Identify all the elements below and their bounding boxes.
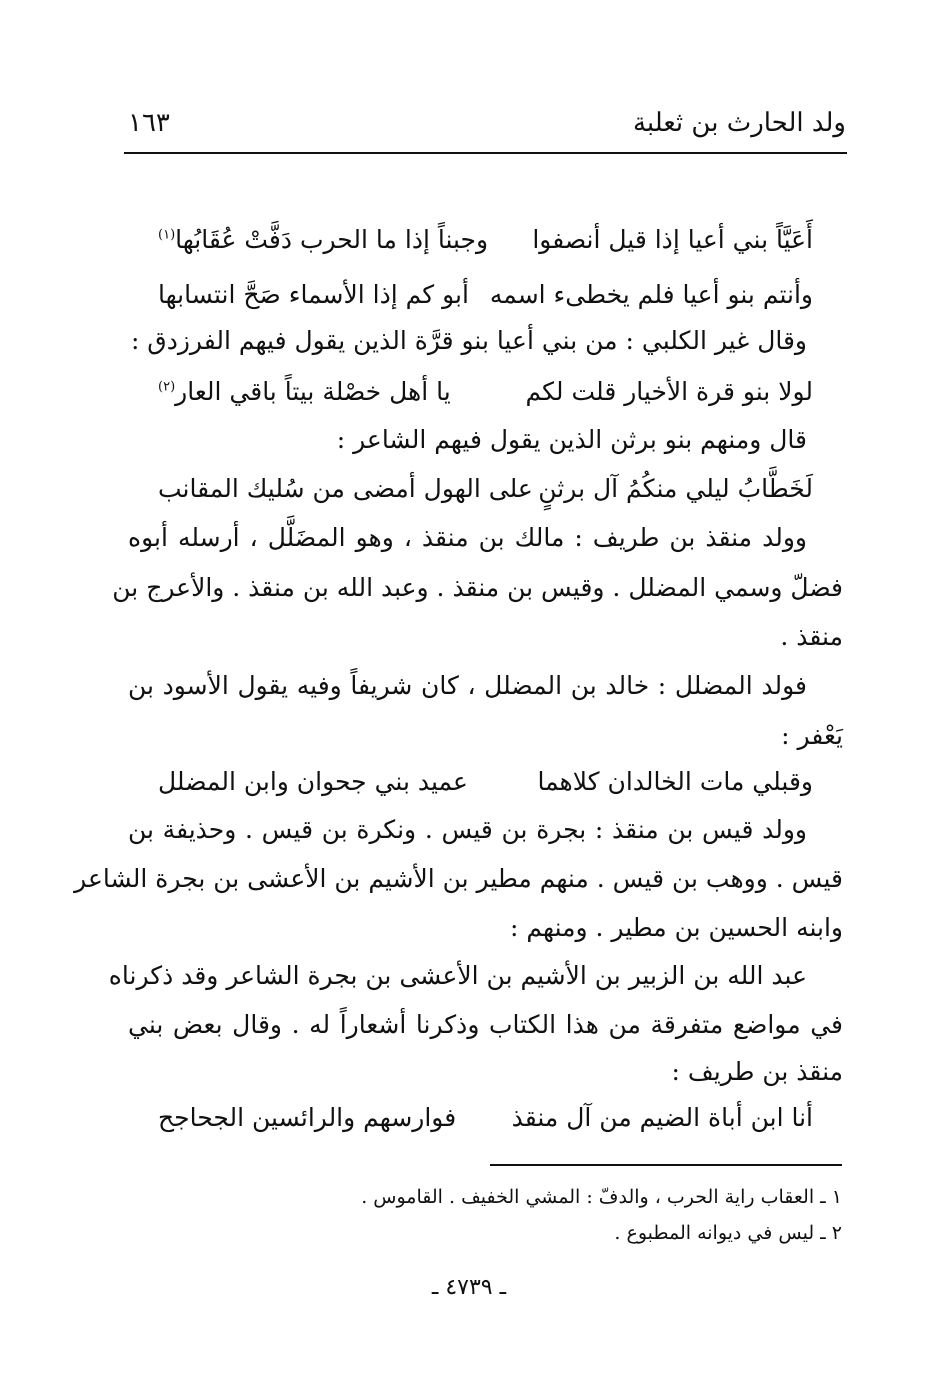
prose-line: عبد الله بن الزبير بن الأشيم بن الأعشى بن بجرة الشاعر وقد ذكرناه — [108, 961, 807, 990]
verse-hemistich-second: وجبناً إذا ما الحرب دَفَّتْ عُقَابُها$^{(١)}$ — [158, 225, 489, 254]
verse-hemistich-second: فوارسهم والرائسين الجحاجح — [158, 1103, 457, 1132]
footnote: ٢ ـ ليس في ديوانه المطبوع . — [614, 1222, 842, 1244]
prose-line: وقال غير الكلبي : من بني أعيا بنو قرَّة الذين يقول فيهم الفرزدق : — [130, 326, 807, 355]
page-number: ١٦٣ — [128, 108, 170, 138]
footnote-marker: (٢) — [158, 379, 176, 395]
chapter-title: ولد الحارث بن ثعلبة — [632, 108, 846, 138]
footnote: ١ ـ العقاب راية الحرب ، والدفّ : المشي الخفيف . القاموس . — [361, 1186, 842, 1208]
verse-hemistich-first: أنا ابن أباة الضيم من آل منقذ — [511, 1103, 813, 1132]
verse-hemistich-first: لولا بنو قرة الأخيار قلت لكم — [525, 377, 813, 406]
prose-line: وولد منقذ بن طريف : مالك بن منقذ ، وهو المضَلَّل ، أرسله أبوه — [128, 523, 807, 552]
verse-line — [128, 474, 843, 508]
prose-line: قال ومنهم بنو برثن الذين يقول فيهم الشاعر : — [336, 425, 807, 454]
verse-line — [128, 225, 843, 259]
verse-line — [128, 767, 843, 801]
folio-number: ـ ٤٧٣٩ ـ — [431, 1275, 507, 1300]
verse-hemistich-first: وقبلي مات الخالدان كلاهما — [537, 767, 813, 796]
verse-line — [128, 280, 843, 314]
header-divider — [124, 152, 847, 154]
verse-hemistich-first: وأنتم بنو أعيا فلم يخطىء اسمه — [489, 280, 813, 309]
running-header — [128, 108, 846, 148]
verse-hemistich-second: عميد بني جحوان وابن المضلل — [158, 767, 468, 796]
verse-hemistich-first: أَعَيَّاً بني أعيا إذا قيل أنصفوا — [532, 225, 813, 254]
prose-line: منقذ بن طريف : — [671, 1057, 843, 1086]
footnote-divider — [490, 1164, 842, 1166]
prose-line: وولد قيس بن منقذ : بجرة بن قيس . ونكرة بن قيس . وحذيفة بن — [128, 815, 807, 844]
prose-line: فضلّ وسمي المضلل . وقيس بن منقذ . وعبد الله بن منقذ . والأعرج بن — [112, 573, 843, 602]
verse-hemistich-first: لَخَطَّابُ ليلي منكُمُ آل برثنٍ — [538, 474, 813, 503]
prose-line: وابنه الحسين بن مطير . ومنهم : — [510, 913, 843, 942]
prose-line: يَعْفر : — [781, 721, 843, 750]
prose-line: منقذ . — [780, 622, 843, 651]
verse-line — [128, 377, 843, 411]
verse-hemistich-second: يا أهل خصْلة بيتاً باقي العار$^{(٢)}$ — [158, 377, 451, 406]
verse-hemistich-second: أبو كم إذا الأسماء صَحَّ انتسابها — [158, 280, 469, 309]
prose-line: في مواضع متفرقة من هذا الكتاب وذكرنا أشعاراً له . وقال بعض بني — [128, 1010, 843, 1039]
footnote-marker: (١) — [158, 227, 176, 243]
verse-hemistich-second: على الهول أمضى من سُليك المقانب — [158, 474, 533, 503]
prose-line: فولد المضلل : خالد بن المضلل ، كان شريفاً وفيه يقول الأسود بن — [128, 671, 807, 700]
verse-line — [128, 1103, 843, 1137]
prose-line: قيس . ووهب بن قيس . منهم مطير بن الأشيم بن الأعشى بن بجرة الشاعر — [74, 864, 843, 893]
